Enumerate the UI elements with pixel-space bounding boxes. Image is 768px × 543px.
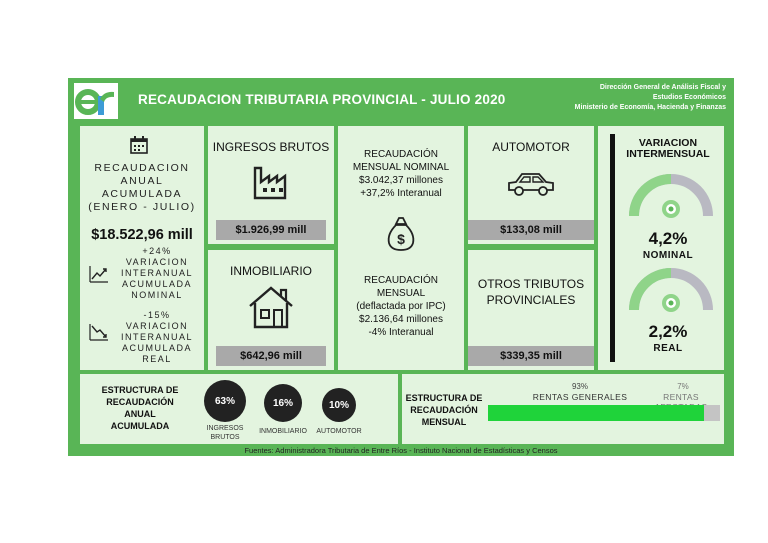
structure-title: ANUAL [124,409,156,419]
rentas-bar-track [488,405,720,421]
card-title: OTROS TRIBUTOS [477,277,585,291]
nominal-intermensual-label: NOMINAL [642,250,694,261]
intermensual-card [598,126,724,370]
nominal-intermensual-value: 4,2% [648,229,688,248]
real-label-line: VARIACION [125,321,189,331]
annual-title-line: (ENERO - JULIO) [88,201,196,213]
share-label-line: INMOBILIARIO [259,428,307,435]
organization-name: Dirección General de Análisis Fiscal y Estudios Económicos Ministerio de Economía, Hacienda y Finanzas [574,84,726,111]
rentas-generales-pct: 93% [571,382,588,391]
rentas-generales-bar [488,405,704,421]
trend-down-icon [88,322,110,342]
annual-collection-card [80,126,204,370]
trend-up-icon [88,264,110,284]
monthly-nominal-variation: +37,2% Interanual [360,188,442,199]
monthly-structure-card [402,374,724,444]
dashboard-board [68,78,734,456]
real-label-line: INTERANUAL [120,332,193,342]
card-title: PROVINCIALES [486,293,576,307]
monthly-real-line: RECAUDACIÓN [364,275,438,286]
monthly-collection-card [338,126,464,370]
nominal-label-line: INTERANUAL [120,268,193,278]
monthly-real-variation: -4% Interanual [368,327,434,338]
card-title: AUTOMOTOR [492,140,570,154]
annual-title-line: ANUAL [120,175,164,187]
rentas-generales-label: RENTAS GENERALES [532,392,628,402]
inmobiliario-amount: $642,96 mill [216,346,326,366]
share-label [309,427,369,436]
page-title: RECAUDACION TRIBUTARIA PROVINCIAL - JULIO 2020 [138,92,506,107]
monthly-real-line: MENSUAL [376,288,426,299]
calendar-icon [130,136,148,154]
nominal-gauge [626,174,716,224]
structure-title: RECAUDACIÓN [106,397,174,407]
ingresos-brutos-amount: $1.926,99 mill [216,220,326,240]
monthly-real-line: (deflactada por IPC) [356,301,446,312]
structure-title: ESTRUCTURA DE [405,393,483,403]
share-label [253,427,313,436]
inmobiliario-card [208,250,334,370]
automotor-amount: $133,08 mill [468,220,594,240]
structure-title: ESTRUCTURA DE [101,385,179,395]
annual-title-line: RECAUDACION [94,162,190,174]
factory-icon [252,164,290,200]
monthly-nominal-amount: $3.042,37 millones [359,175,443,186]
rentas-afectadas-pct: 7% [677,382,689,391]
real-intermensual-value: 2,2% [648,322,688,341]
monthly-nominal-line: MENSUAL NOMINAL [352,162,450,173]
intermensual-title: INTERMENSUAL [626,148,710,160]
share-label [195,424,255,442]
card-title: INGRESOS BRUTOS [212,140,330,154]
car-icon [506,170,556,198]
ingresos-brutos-card [208,126,334,244]
otros-tributos-amount: $339,35 mill [468,346,594,366]
header-bar [68,78,734,124]
automotor-card [468,126,594,244]
annual-title-line: ACUMULADA [101,188,183,200]
intermensual-title: VARIACION [638,137,698,149]
er-logo [74,83,118,119]
structure-title: ACUMULADA [110,421,170,431]
annual-amount: $18.522,96 mill [91,227,193,243]
real-label-line: REAL [142,354,172,364]
real-variation-value: -15% [143,310,171,320]
annual-structure-card [80,374,398,444]
monthly-nominal-line: RECAUDACIÓN [364,149,438,160]
nominal-variation-value: +24% [142,246,172,256]
share-circle: 10% [322,388,356,422]
real-label-line: ACUMULADA [121,343,192,353]
structure-title: RECAUDACIÓN [410,405,478,415]
money-bag-icon [386,216,416,252]
card-title: INMOBILIARIO [229,264,312,278]
share-circle: 16% [264,384,302,422]
nominal-label-line: VARIACION [125,257,189,267]
sources-footer: Fuentes: Administradora Tributaria de Entre Ríos - Instituto Nacional de Estadísticas y Censos [244,446,558,455]
share-label-line: BRUTOS [210,434,240,441]
real-intermensual-label: REAL [653,343,683,354]
share-label-line: AUTOMOTOR [316,428,362,435]
nominal-label-line: ACUMULADA [121,279,192,289]
monthly-real-amount: $2.136,64 millones [359,314,443,325]
rentas-afectadas-label: RENTAS [663,392,699,402]
nominal-label-line: NOMINAL [131,290,183,300]
otros-tributos-card [468,250,594,370]
house-icon [246,284,296,330]
real-gauge [626,268,716,318]
svg-text:$: $ [397,231,405,247]
structure-title: MENSUAL [421,417,467,427]
share-circle: 63% [204,380,246,422]
share-label-line: INGRESOS [206,425,244,432]
